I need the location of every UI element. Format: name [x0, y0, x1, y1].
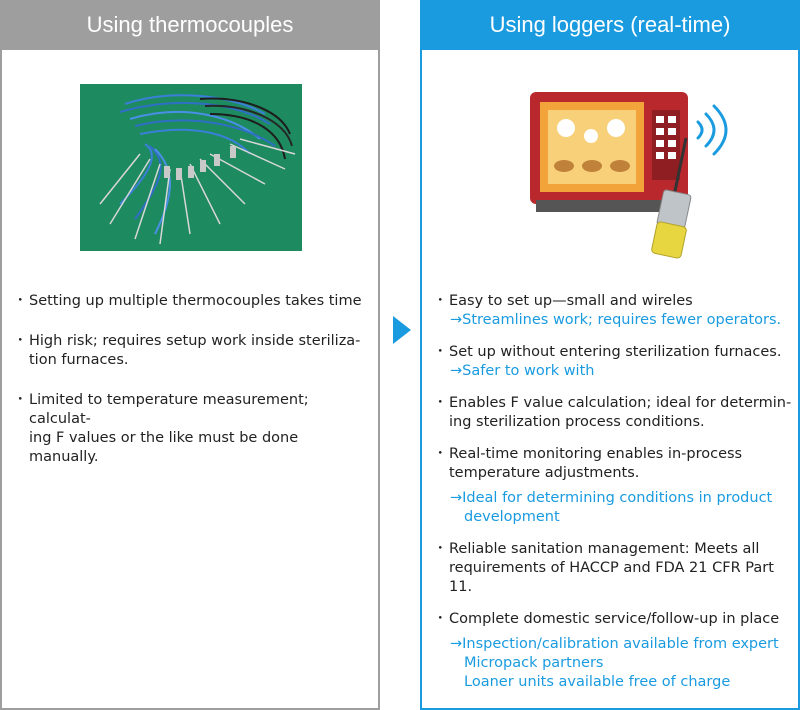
- thermocouples-header: Using thermocouples: [0, 0, 380, 50]
- thermocouples-panel: [0, 0, 380, 710]
- logger-benefit-cont: Micropack partners: [464, 655, 604, 671]
- logger-bullet: ・ Complete domestic service/follow-up in place: [440, 610, 795, 629]
- loggers-header: Using loggers (real-time): [420, 0, 800, 50]
- oven-with-wireless-logger-illustration: [526, 88, 736, 268]
- thermocouples-bullet-list: [20, 292, 365, 467]
- logger-benefit: →Safer to work with: [450, 363, 595, 379]
- logger-benefit-cont: development: [464, 509, 560, 525]
- thermocouple-bullet: ・ Setting up multiple thermocouples takes time: [20, 292, 365, 311]
- logger-benefit: →Ideal for determining conditions in product: [450, 490, 773, 506]
- loggers-panel: [420, 0, 800, 710]
- thermocouple-cables-photo: [80, 84, 302, 251]
- arrow-right-icon: [393, 316, 411, 344]
- logger-bullet: ・ Easy to set up—small and wireles: [440, 292, 795, 311]
- thermocouple-bullet: ・ Limited to temperature measurement; calculat- ing F values or the like must be done manually.: [20, 391, 365, 467]
- logger-bullet: ・ Enables F value calculation; ideal for determin- ing sterilization process conditions.: [440, 394, 795, 432]
- logger-benefit: →Inspection/calibration available from expert: [450, 636, 779, 652]
- logger-bullet: ・ Reliable sanitation management: Meets all requirements of HACCP and FDA 21 CFR Part 11.: [440, 540, 795, 597]
- logger-benefit-cont: Loaner units available free of charge: [464, 674, 731, 690]
- loggers-bullet-list: [440, 292, 795, 692]
- logger-bullet: ・ Set up without entering sterilization furnaces.: [440, 343, 795, 362]
- logger-benefit: →Streamlines work; requires fewer operators.: [450, 312, 782, 328]
- logger-bullet: ・ Real-time monitoring enables in-process temperature adjustments.: [440, 445, 795, 483]
- thermocouple-bullet: ・ High risk; requires setup work inside steriliza- tion furnaces.: [20, 332, 365, 370]
